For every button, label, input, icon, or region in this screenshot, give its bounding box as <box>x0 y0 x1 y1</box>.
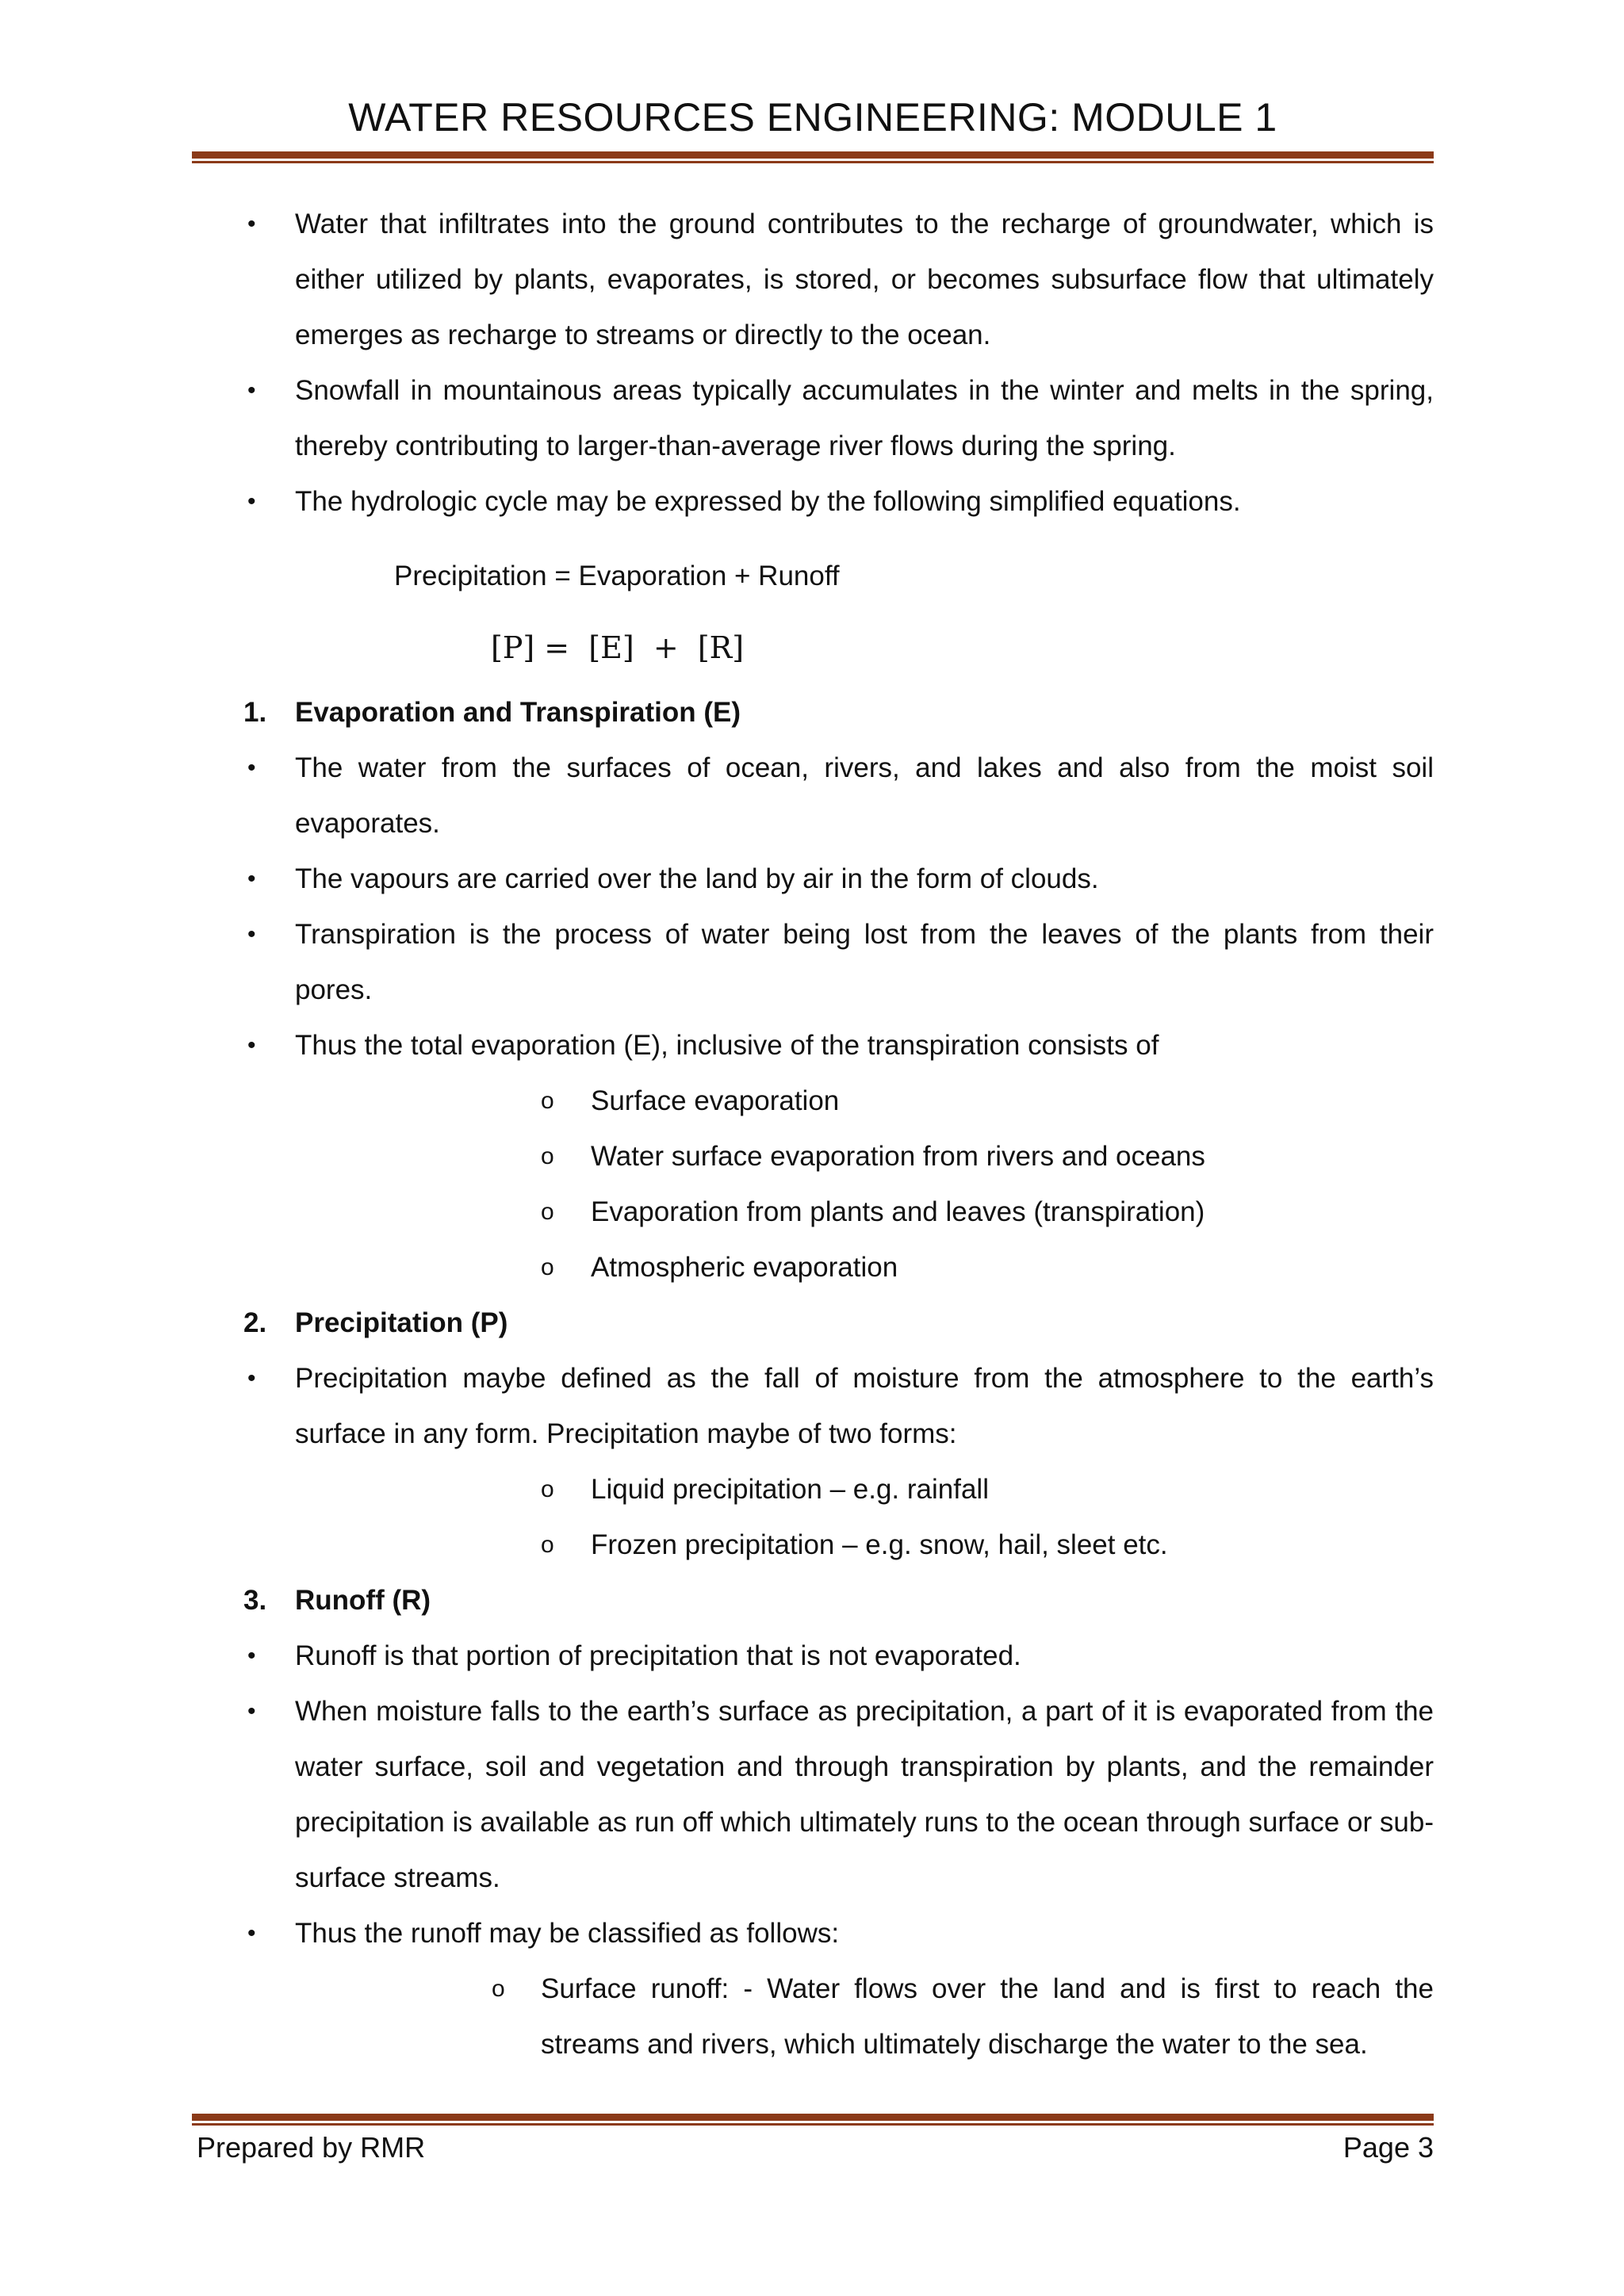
bullet-text: Water that infiltrates into the ground contributes to the recharge of groundwater, which is either utilized by plants, evaporates, is stored, or becomes subsurface flow that ultimately emerges as recharge to streams or directly to the ocean. <box>295 209 1434 350</box>
bullet-item <box>192 1351 1434 1462</box>
bullet-text: The hydrologic cycle may be expressed by the following simplified equations. <box>295 486 1241 517</box>
section-title: Runoff (R) <box>295 1585 431 1616</box>
bullet-item <box>192 851 1434 907</box>
bullet-item <box>192 1684 1434 1906</box>
footer-rule-thick <box>192 2114 1434 2121</box>
footer-page-number: Page 3 <box>1342 2131 1434 2164</box>
bullet-item <box>192 363 1434 474</box>
sub-list-item <box>192 1517 1434 1573</box>
sub-list-text: Surface evaporation <box>591 1085 840 1116</box>
section-number: 2. <box>243 1307 267 1338</box>
bullet-item <box>192 907 1434 1018</box>
circle-bullet-icon: o <box>541 1254 554 1280</box>
sub-list-text: Evaporation from plants and leaves (transpiration) <box>591 1196 1205 1227</box>
bullet-text: Precipitation maybe defined as the fall of moisture from the atmosphere to the earth’s surface in any form. Precipitation maybe of two forms: <box>295 1363 1434 1449</box>
sub-list-item <box>192 1240 1434 1295</box>
section-heading <box>192 1295 1434 1351</box>
bullet-item <box>192 1906 1434 1961</box>
bullet-icon: • <box>247 211 256 237</box>
section-heading <box>192 1573 1434 1628</box>
sub-list-item <box>192 1462 1434 1517</box>
bullet-icon: • <box>247 866 256 892</box>
bullet-icon: • <box>247 1365 256 1391</box>
circle-bullet-icon: o <box>541 1199 554 1225</box>
bullet-icon: • <box>247 377 256 404</box>
bullet-text: When moisture falls to the earth’s surface as precipitation, a part of it is evaporated from the water surface, soil and vegetation and through transpiration by plants, and the remainder precipitation is available as run off which ultimately runs to the ocean through surface or sub-surface streams. <box>295 1696 1434 1893</box>
bullet-item <box>192 197 1434 363</box>
bullet-icon: • <box>247 1032 256 1058</box>
circle-bullet-icon: o <box>492 1976 505 2002</box>
bullet-icon: • <box>247 1920 256 1946</box>
bullet-text: Transpiration is the process of water being lost from the leaves of the plants from their pores. <box>295 919 1434 1005</box>
bullet-text: Thus the runoff may be classified as follows: <box>295 1918 840 1949</box>
circle-bullet-icon: o <box>541 1088 554 1114</box>
section-title: Evaporation and Transpiration (E) <box>295 697 741 728</box>
sub-list-text: Atmospheric evaporation <box>591 1252 898 1283</box>
bullet-icon: • <box>247 1698 256 1724</box>
bullet-text: The vapours are carried over the land by air in the form of clouds. <box>295 863 1099 894</box>
circle-bullet-icon: o <box>541 1143 554 1169</box>
bullet-icon: • <box>247 488 256 515</box>
footer-rule-thin <box>192 2123 1434 2126</box>
circle-bullet-icon: o <box>541 1532 554 1558</box>
section-number: 3. <box>243 1585 267 1616</box>
equation-word-form: Precipitation = Evaporation + Runoff <box>394 561 840 591</box>
header-rule-thick <box>192 151 1434 159</box>
bullet-item <box>192 474 1434 530</box>
bullet-item <box>192 1628 1434 1684</box>
page-header-title: WATER RESOURCES ENGINEERING: MODULE 1 <box>348 95 1277 140</box>
section-heading <box>192 685 1434 740</box>
bullet-text: The water from the surfaces of ocean, rivers, and lakes and also from the moist soil evaporates. <box>295 752 1434 839</box>
sub-list-item <box>192 1184 1434 1240</box>
sub-list-text: Water surface evaporation from rivers and oceans <box>591 1141 1205 1172</box>
bullet-icon: • <box>247 755 256 781</box>
bullet-icon: • <box>247 1643 256 1669</box>
bullet-text: Runoff is that portion of precipitation that is not evaporated. <box>295 1640 1021 1671</box>
bullet-text: Snowfall in mountainous areas typically accumulates in the winter and melts in the spring, thereby contributing to larger-than-average river flows during the spring. <box>295 375 1434 461</box>
bullet-text: Thus the total evaporation (E), inclusive of the transpiration consists of <box>295 1030 1159 1061</box>
section-title: Precipitation (P) <box>295 1307 508 1338</box>
footer-author: Prepared by RMR <box>197 2131 426 2164</box>
sub-list-item <box>192 1961 1434 2072</box>
header-rule-thin <box>192 161 1434 163</box>
section-number: 1. <box>243 697 267 728</box>
equation-symbol-form: [P] = [E] + [R] <box>491 630 745 665</box>
bullet-icon: • <box>247 921 256 947</box>
sub-list-item <box>192 1073 1434 1129</box>
sub-list-item <box>192 1129 1434 1184</box>
sub-list-text: Frozen precipitation – e.g. snow, hail, sleet etc. <box>591 1529 1168 1560</box>
sub-list-text: Liquid precipitation – e.g. rainfall <box>591 1474 989 1505</box>
page-content <box>192 197 1434 2072</box>
sub-list-text: Surface runoff: - Water flows over the land and is first to reach the streams and rivers, which ultimately discharge the water to the sea. <box>541 1973 1434 2060</box>
circle-bullet-icon: o <box>541 1476 554 1502</box>
bullet-item <box>192 1018 1434 1073</box>
bullet-item <box>192 740 1434 851</box>
